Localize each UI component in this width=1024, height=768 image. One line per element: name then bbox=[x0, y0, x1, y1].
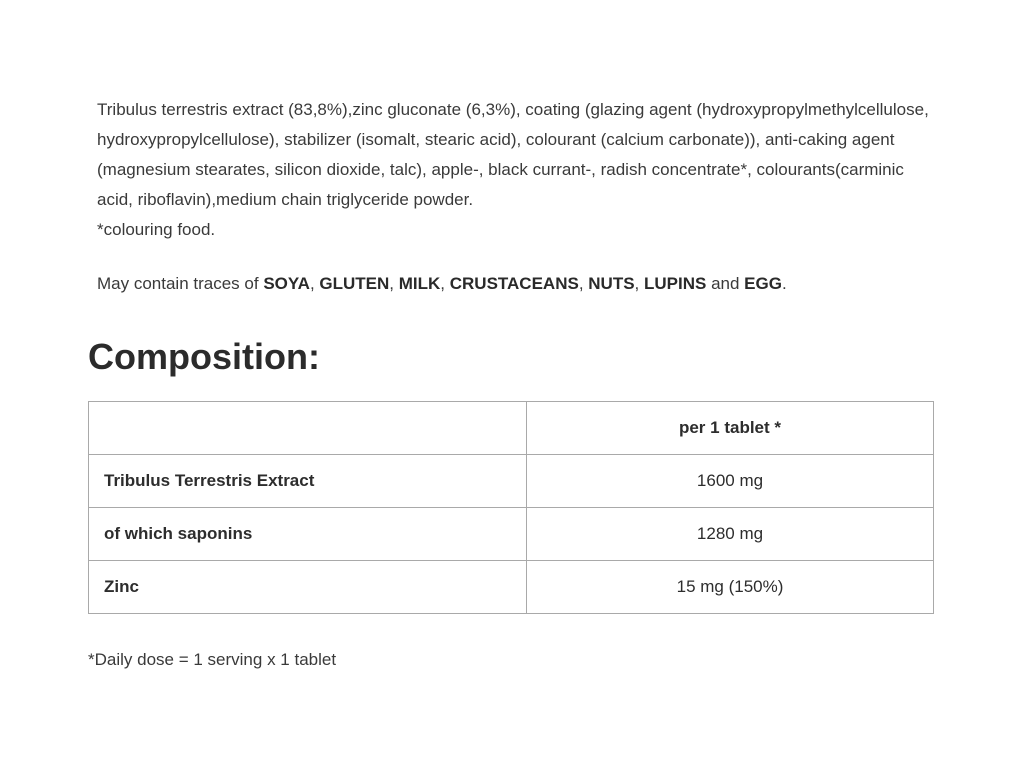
row-name: of which saponins bbox=[89, 508, 527, 561]
table-row bbox=[89, 455, 934, 508]
allergen-gluten: GLUTEN bbox=[319, 274, 390, 293]
allergen-egg: EGG bbox=[744, 274, 782, 293]
row-value: 1600 mg bbox=[527, 455, 934, 508]
allergen-milk: MILK bbox=[398, 274, 441, 293]
allergen-crustaceans: CRUSTACEANS bbox=[449, 274, 579, 293]
traces-suffix: . bbox=[781, 274, 787, 293]
traces-prefix: May contain traces of bbox=[97, 274, 264, 293]
row-name: Tribulus Terrestris Extract bbox=[89, 455, 527, 508]
row-name: Zinc bbox=[89, 561, 527, 614]
allergen-nuts: NUTS bbox=[588, 274, 635, 293]
allergen-soya: SOYA bbox=[263, 274, 310, 293]
allergen-lupins: LUPINS bbox=[644, 274, 707, 293]
ingredients-paragraph bbox=[97, 95, 937, 245]
traces-joiner: and bbox=[706, 274, 745, 293]
header-cell-name bbox=[89, 402, 527, 455]
header-cell-per-tablet: per 1 tablet * bbox=[527, 402, 934, 455]
ingredients-text: Tribulus terrestris extract (83,8%),zinc gluconate (6,3%), coating (glazing agent (hydroxypropylmethylcellulose, hydroxypropylcellulose), stabilizer (isomalt, stearic acid), colourant (calcium carbonate)), anti-caking agent (magnesium stearates, silicon dioxide, talc), apple-, black currant-, radish concentrate*, colourants(carminic acid, riboflavin),medium chain triglyceride powder. bbox=[97, 100, 929, 209]
table-row bbox=[89, 561, 934, 614]
daily-dose-note: *Daily dose = 1 serving x 1 tablet bbox=[88, 650, 337, 669]
ingredients-footnote: *colouring food. bbox=[97, 220, 216, 239]
allergen-traces: May contain traces of SOYA, GLUTEN, MILK, CRUSTACEANS, NUTS, LUPINS and EGG. bbox=[97, 274, 787, 293]
composition-table bbox=[88, 401, 934, 614]
composition-heading: Composition: bbox=[88, 336, 320, 377]
row-value: 15 mg (150%) bbox=[527, 561, 934, 614]
row-value: 1280 mg bbox=[527, 508, 934, 561]
table-header-row bbox=[89, 402, 934, 455]
table-row bbox=[89, 508, 934, 561]
